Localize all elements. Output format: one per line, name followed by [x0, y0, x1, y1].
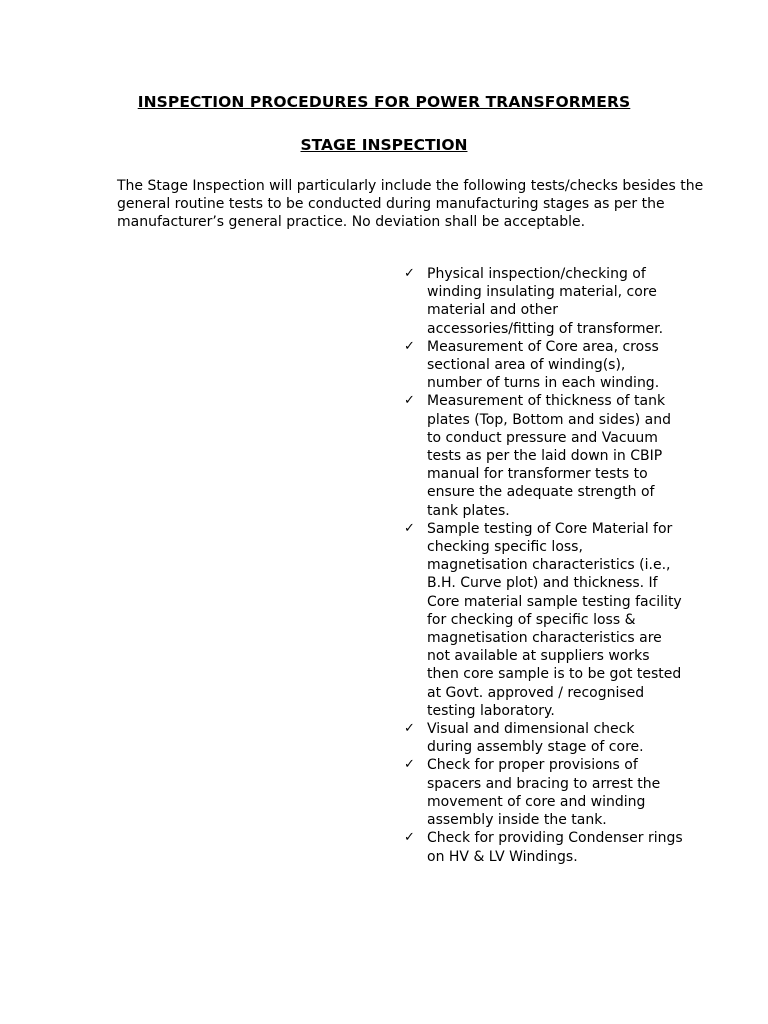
checklist-item	[404, 338, 684, 393]
checkmark-icon: ✓	[404, 721, 415, 737]
checkmark-icon: ✓	[404, 757, 415, 773]
inspection-checklist	[404, 265, 684, 866]
checkmark-icon: ✓	[404, 266, 415, 281]
checklist-item	[404, 720, 684, 756]
checklist-item	[404, 829, 684, 865]
checklist-item	[404, 756, 684, 829]
checkmark-icon: ✓	[404, 393, 415, 409]
checklist-item	[404, 392, 684, 519]
checkmark-icon: ✓	[404, 520, 415, 536]
checklist-item	[404, 520, 684, 720]
checklist-item-text: Check for providing Condenser rings on HV & LV Windings.	[427, 830, 683, 865]
checklist-item-text: Physical inspection/checking of winding insulating material, core material and other accessories/fitting of transformer.	[427, 266, 664, 337]
intro-paragraph: The Stage Inspection will particularly include the following tests/checks besides the general routine tests to be conducted during manufacturing stages as per the manufacturer’s general practice. No deviation shall be acceptable.	[117, 178, 704, 231]
checkmark-icon: ✓	[404, 830, 415, 846]
checklist-item-text: Check for proper provisions of spacers and bracing to arrest the movement of core and winding assembly inside the tank.	[427, 757, 661, 829]
checklist-item-text: Measurement of thickness of tank plates (Top, Bottom and sides) and to conduct pressure and Vacuum tests as per the laid down in CBIP manual for transformer tests to ensure the adequate strength of tank plates.	[427, 393, 672, 519]
section-title: STAGE INSPECTION	[300, 136, 468, 154]
checkmark-icon: ✓	[404, 338, 415, 354]
checklist-item-text: Measurement of Core area, cross sectional area of winding(s), number of turns in each winding.	[427, 338, 660, 392]
checklist-item	[404, 265, 684, 338]
checklist-item-text: Visual and dimensional check during assembly stage of core.	[427, 721, 644, 756]
document-title: INSPECTION PROCEDURES FOR POWER TRANSFORMERS	[137, 93, 631, 111]
checklist-item-text: Sample testing of Core Material for checking specific loss, magnetisation characteristics (i.e., B.H. Curve plot) and thickness. If Core material sample testing facility for checking of specific loss & magnetisation characteristics are not available at suppliers works then core sample is to be got tested at Govt. approved / recognised testing laboratory.	[427, 520, 682, 719]
